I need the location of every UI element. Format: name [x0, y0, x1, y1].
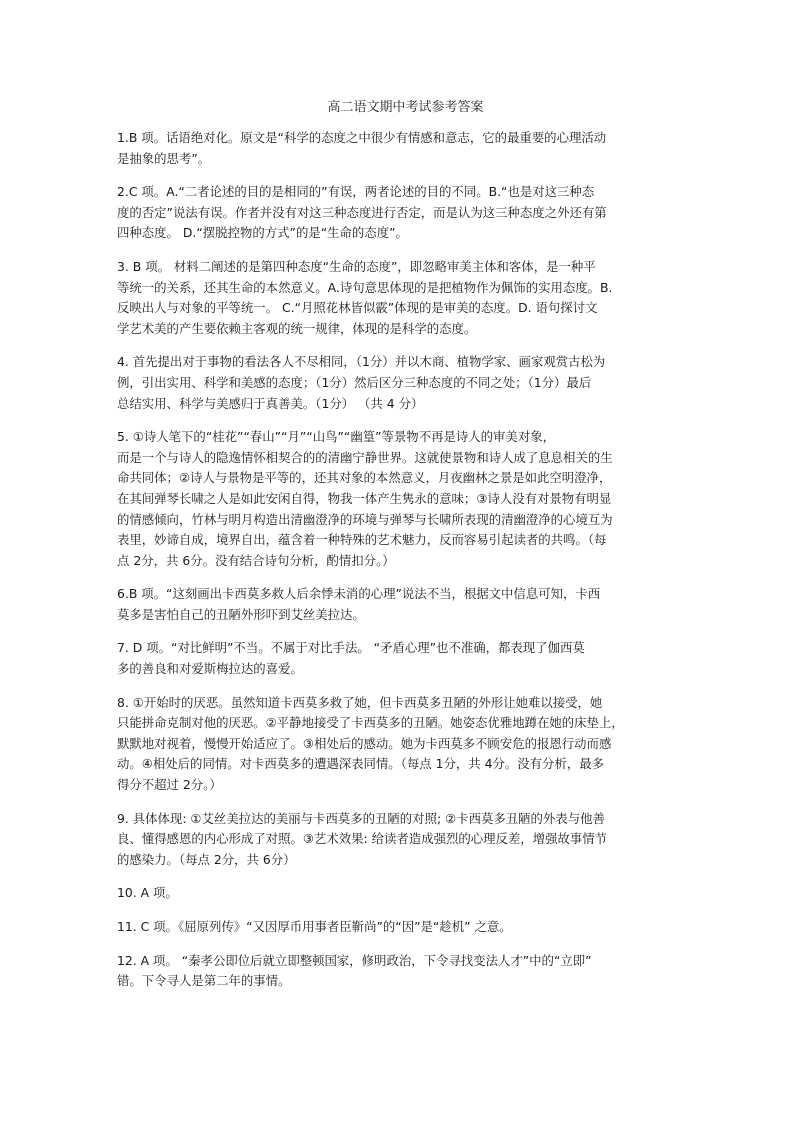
- answer-text-line: 默默地对视着，慢慢开始适应了。③相处后的感动。她为卡西莫多不顾安危的报恩行动而感: [117, 735, 612, 751]
- answer-text-line: 等统一的关系，还其生命的本然意义。A.诗句意思体现的是把植物作为佩饰的实用态度。B.: [117, 279, 613, 295]
- answer-text-line: 8. ①开始时的厌恶。虽然知道卡西莫多救了她，但卡西莫多丑陋的外形让她难以接受，她: [117, 694, 603, 710]
- answer-item: [117, 693, 682, 796]
- answer-text-line: 错。下令寻人是第二年的事情。: [117, 973, 291, 989]
- answer-item: [117, 182, 682, 244]
- answer-item: [117, 951, 682, 992]
- answer-text-line: 10. A 项。: [117, 885, 178, 901]
- answer-list: [117, 128, 682, 992]
- answer-text-line: 表里，妙谛自成，境界自出，蕴含着一种特殊的艺术魅力，反而容易引起读者的共鸣。（每: [117, 532, 607, 548]
- answer-item: [117, 584, 682, 625]
- answer-text-line: 1.B 项。话语绝对化。原文是“科学的态度之中很少有情感和意志，它的最重要的心理活动: [117, 130, 607, 145]
- answer-text-line: 而是一个与诗人的隐逸情怀相契合的的清幽宁静世界。这就使景物和诗人成了息息相关的生: [117, 449, 613, 465]
- answer-item: [117, 427, 682, 571]
- answer-text-line: 度的否定”说法有误。作者并没有对这三种态度进行否定，而是认为这三种态度之外还有第: [117, 204, 607, 220]
- answer-text-line: 命共同体；②诗人与景物是平等的，还其对象的本然意义，月夜幽林之景是如此空明澄净，: [117, 470, 612, 486]
- answer-text-line: 动。④相处后的同情。对卡西莫多的遭遇深表同情。（每点 1分，共 4分。没有分析，最多: [117, 756, 605, 772]
- answer-text-line: 是抽象的思考”。: [117, 150, 211, 166]
- answer-text-line: 的感染力。（每点 2分，共 6分）: [117, 851, 296, 867]
- answer-text-line: 5. ①诗人笔下的“桂花”“春山”“月”“山鸟”“幽篁”等景物不再是诗人的审美对象，: [117, 429, 555, 445]
- answer-item: [117, 257, 682, 339]
- answer-item: [117, 809, 682, 871]
- answer-item: [117, 128, 682, 169]
- answer-item: [117, 917, 682, 938]
- page-title: 高二语文期中考试参考答案: [327, 100, 484, 115]
- answer-text-line: 莫多是害怕自己的丑陋外形吓到艾丝美拉达。: [117, 606, 365, 622]
- answer-text-line: 7. D 项。“对比鲜明”不当。不属于对比手法。 “矛盾心理”也不准确，都表现了伽西莫: [117, 640, 585, 656]
- answer-text-line: 在其间弹琴长啸之人是如此安闲自得，物我一体产生隽永的意味；③诗人没有对景物有明显: [117, 490, 612, 506]
- answer-item: [117, 638, 682, 679]
- answer-text-line: 反映出人与对象的平等统一。 C.“月照花林皆似霰”体现的是审美的态度。D. 语句探讨文: [117, 300, 598, 316]
- answer-text-line: 12. A 项。 “秦孝公即位后就立即整顿国家，修明政治，下令寻找变法人才”中的“立即”: [117, 952, 592, 968]
- answer-text-line: 6.B 项。“这刻画出卡西莫多救人后余悸未消的心理”说法不当，根据文中信息可知，卡西: [117, 586, 601, 602]
- answer-text-line: 点 2分，共 6分。没有结合诗句分析，酌情扣分。）: [117, 552, 395, 568]
- answer-text-line: 3. B 项。 材料二阐述的是第四种态度“生命的态度”，即忽略审美主体和客体，是一种平: [117, 258, 596, 274]
- answer-text-line: 得分不超过 2分。）: [117, 777, 222, 793]
- answer-text-line: 例，引出实用、科学和美感的态度；（1分）然后区分三种态度的不同之处；（1分）最后: [117, 374, 592, 390]
- answer-text-line: 总结实用、科学与美感归于真善美。（1分） （共 4 分）: [117, 395, 424, 411]
- answer-text-line: 良、懂得感恩的内心形成了对照。③艺术效果: 给读者造成强烈的心理反差，增强故事情节: [117, 831, 608, 847]
- answer-text-line: 的情感倾向，竹林与明月构造出清幽澄净的环境与弹琴与长啸所表现的清幽澄净的心境互为: [117, 511, 613, 527]
- answer-text-line: 2.C 项。A.“二者论述的目的是相同的”有误，两者论述的目的不同。B.“也是对这三种态: [117, 184, 595, 200]
- answer-text-line: 4. 首先提出对于事物的看法各人不尽相同，（1分）并以木商、植物学家、画家观赏古松为: [117, 354, 606, 370]
- answer-text-line: 只能拼命克制对他的厌恶。②平静地接受了卡西莫多的丑陋。她姿态优雅地蹲在她的床垫上，: [117, 715, 624, 731]
- answer-text-line: 9. 具体体现: ①艾丝美拉达的美丽与卡西莫多的丑陋的对照; ②卡西莫多丑陋的外表与他善: [117, 810, 605, 826]
- answer-text-line: 多的善良和对爱斯梅拉达的喜爱。: [117, 661, 303, 677]
- answer-item: [117, 883, 682, 904]
- answer-text-line: 四种态度。 D.“摆脱控物的方式”的是“生命的态度”。: [117, 225, 408, 241]
- answer-item: [117, 352, 682, 414]
- answer-text-line: 学艺术美的产生要依赖主客观的统一规律，体现的是科学的态度。: [117, 320, 477, 336]
- answer-text-line: 11. C 项。《屈原列传》“又因厚币用事者臣靳尚”的“因”是“趁机” 之意。: [117, 919, 512, 934]
